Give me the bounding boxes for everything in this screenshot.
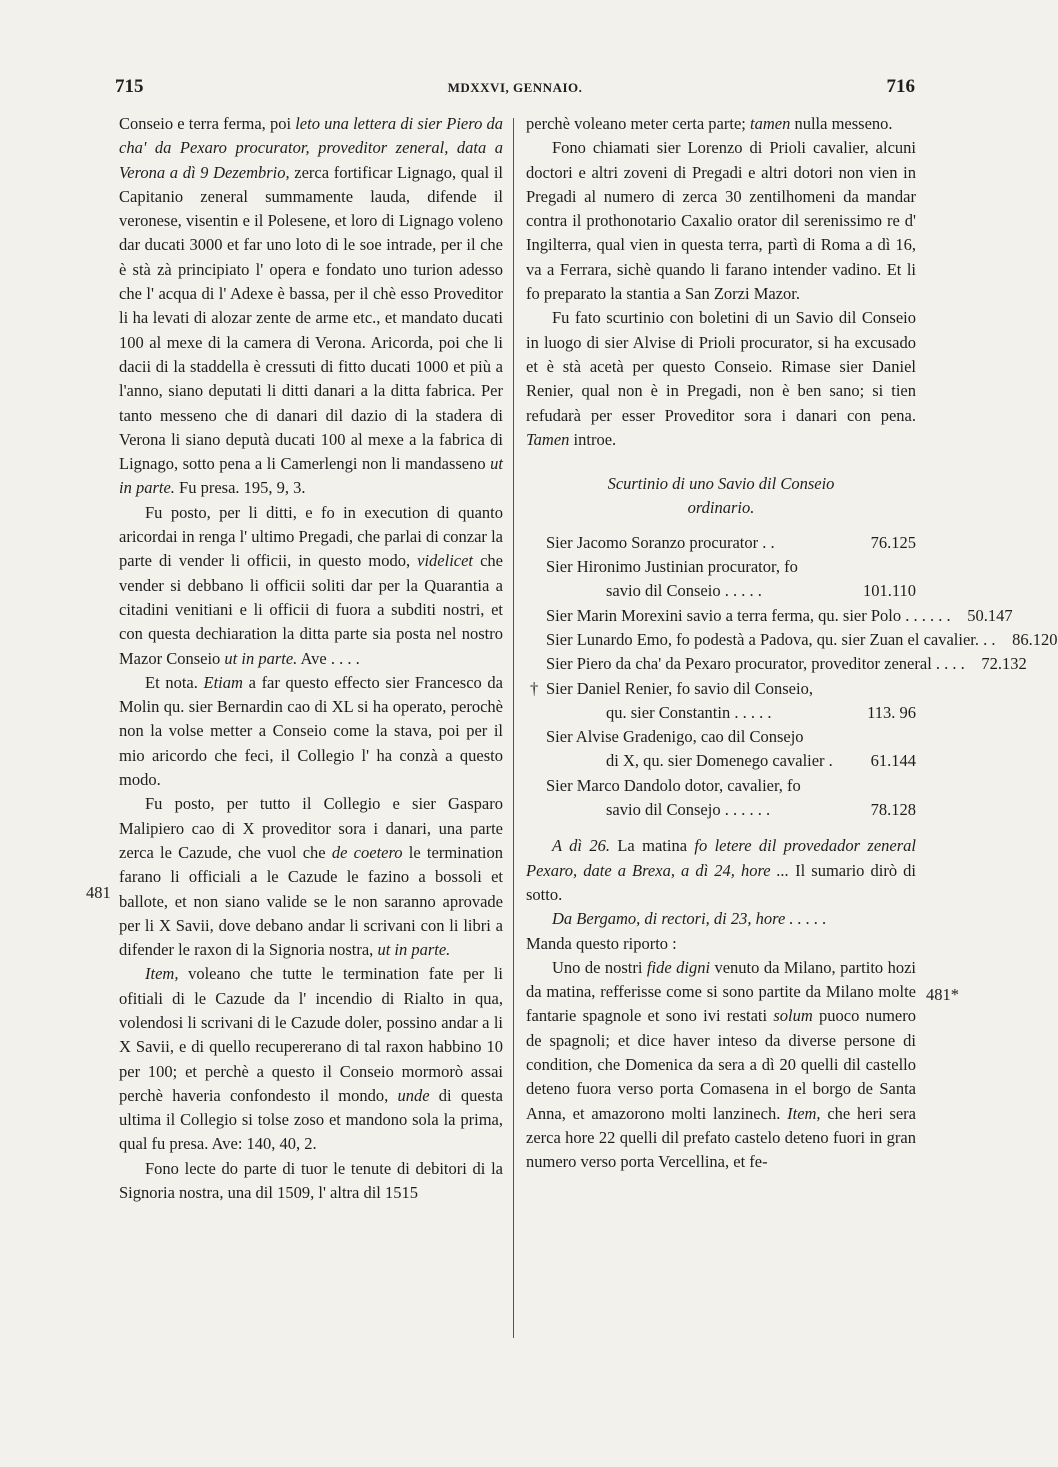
paragraph: Fono chiamati sier Lorenzo di Prioli cavalier, alcuni doctori e altri zoveni di Pregadi e altri dotori non vien in Pregadi al numero di zerca 30 zentilhomeni da mandar contra il prothonotario Caxalio orator dil serenissimo re d' Ingilterra, qual vien in questa terra, partì di Roma a dì 16, va a Ferrara, sichè quando li farano intender vadino. Et li fo preparato la stantia a San Zorzi Mazor.: [526, 138, 916, 304]
candidate-name: Sier Marco Dandolo dotor, cavalier, fo: [546, 775, 801, 795]
paragraph: [119, 792, 503, 962]
vote-row: [526, 604, 1013, 628]
candidate-name: Sier Alvise Gradenigo, cao dil Consejo: [546, 727, 804, 747]
vote-row: [526, 774, 916, 798]
vote-count: 86.120: [1012, 629, 1058, 649]
candidate-name: qu. sier Constantin . . . . .: [606, 702, 772, 722]
vote-list: [526, 531, 1058, 823]
text-run: perchè voleano meter certa parte;: [526, 114, 750, 133]
vote-row: [526, 725, 916, 749]
candidate-name: savio dil Consejo . . . . . .: [606, 800, 771, 820]
italic-run: leto una lettera di sier Piero da cha' da Pexaro procurator, proveditor zeneral, data a Verona a dì 9 Dezembrio,: [119, 114, 503, 182]
text-run: Fu fato scurtinio con boletini di un Savio dil Conseio in luogo di sier Alvise di Prioli procurator, si ha excusado et è stà acetà per questo Conseio. Rimase sier Daniel Renier, qual non è in Pregadi, non è ben sano; si tien refudarà per esser Proveditor sora i danari con pena.: [526, 308, 916, 425]
vote-row: [526, 555, 916, 579]
running-title: MDXXVI, GENNAIO.: [447, 80, 583, 95]
vote-row: [526, 701, 916, 725]
candidate-name: Sier Piero da cha' da Pexaro procurator, proveditor zeneral . . . .: [546, 654, 965, 674]
margin-number-right: 481*: [926, 985, 959, 1004]
paragraph: Da Bergamo, di rectori, di 23, hore . . . . .: [552, 909, 827, 929]
text-run: puoco numero de spagnoli; et dice haver inteso da diverse persone di condition, che Domenica da sera a dì 20 quelli dil castello deteno fuora verso porta Comasena in el borgo de Santa Anna, et amazorono molti lanzinech.: [526, 1006, 916, 1123]
text-run: nulla messeno.: [790, 114, 893, 133]
text-run: zerca fortificar Lignago, qual il Capitanio zeneral summamente lauda, difende il veronese, visentin e il Polesene, et loro di Lignago voleno dar ducati 3000 et far uno loto di le soe intrade, per il che è stà zà principiato l' opera e fondato uno turion adesso che l' acqua di l' Adexe è bassa, per il chè esso Proveditor li ha levati di alozar zente de arme etc., et mandato ducati 100 al mexe di la camera di Verona. Aricorda, poi che li dacii di la staddella è cressuti di fitto ducati 1000 et più a l'anno, siano deputati li ditti danari a la ditta fabrica. Per tanto messeno che di danari dil dazio di la stadera di Verona li siano deputà ducati 100 al mexe a la fabrica di Lignago, sotto pena a li Camerlengi non li mandasseno: [119, 162, 504, 474]
text-run: Fu presa. 195, 9, 3.: [174, 478, 306, 498]
left-column: [119, 112, 503, 1205]
text-run: le termination farano li officiali a le Cazude le fazino a bossoli et ballote, et non siano valide se le non saranno aprovade per li X Savii, dove debano andar li scrivani con li libri a difender le raxon di la Signoria nostra,: [119, 842, 503, 960]
candidate-name: Sier Marin Morexini savio a terra ferma, qu. sier Polo . . . . . .: [546, 605, 951, 625]
candidate-name: Sier Jacomo Soranzo procurator . .: [546, 532, 775, 552]
text-run: di questa ultima il Collegio si tolse zoso et mandono sola la prima, qual fu presa. Ave: 140, 40, 2.: [119, 1085, 503, 1154]
text-run: voleano che tutte le termination fate per li ofitiali di le Cazude da l' incendio di Rialto in qua, volendosi li scrivani di le Cazude doler, possino andar a li X Savii, e di quello recupererano di tal raxon habbino 10 per 100; et perchè a questo il Conseio mormorò assai perchè haveria confondesto il mondo,: [119, 964, 503, 1105]
dagger-mark: †: [530, 678, 539, 698]
left-page-number: 715: [115, 76, 144, 97]
italic-run: unde: [397, 1085, 430, 1105]
heading-line: Scurtinio di uno Savio dil Conseio: [607, 474, 835, 494]
italic-run: tamen: [750, 114, 791, 133]
candidate-name: Sier Hironimo Justinian procurator, fo: [546, 557, 798, 577]
italic-run: ut in parte.: [224, 648, 298, 668]
candidate-name: savio dil Conseio . . . . .: [606, 581, 762, 601]
paragraph: [119, 962, 503, 1156]
paragraph: [526, 112, 916, 136]
vote-row: [526, 579, 916, 603]
vote-count: 50.147: [967, 605, 1013, 625]
vote-row: [526, 749, 916, 773]
paragraph: [119, 671, 503, 792]
candidate-name: di X, qu. sier Domenego cavalier .: [606, 751, 833, 771]
italic-run: videlicet: [417, 551, 474, 571]
vote-row: [526, 677, 916, 701]
italic-run: solum: [773, 1006, 813, 1026]
margin-number-left: 481: [86, 883, 111, 902]
text-run: introe.: [569, 429, 617, 449]
text-run: venuto da Milano, partito hozi da matina, refferisse come si sono partite da Milano molte fantarie spagnole et sono ivi restati: [526, 957, 917, 1026]
text-run: Fu posto, per tutto il Collegio e sier Gasparo Malipiero cao di X proveditor sora i danari, una parte zerca le Cazude, che vuol che: [119, 794, 503, 862]
candidate-name: Sier Daniel Renier, fo savio dil Conseio,: [546, 678, 813, 698]
vote-count: 113. 96: [867, 702, 916, 722]
paragraph: Fono lecte do parte di tuor le tenute di debitori di la Signoria nostra, una dil 1509, l' altra dil 1515: [119, 1158, 503, 1203]
vote-row: [526, 798, 916, 822]
vote-row: [526, 628, 1058, 652]
italic-run: Tamen: [526, 429, 570, 449]
italic-run: ut in parte.: [377, 940, 451, 960]
italic-run: fo letere dil provedador zeneral Pexaro, date a Brexa, a dì 24, hore ...: [526, 836, 916, 880]
vote-row: [526, 531, 916, 555]
italic-run: fide digni: [646, 957, 711, 977]
italic-run: Etiam: [203, 672, 243, 692]
candidate-name: Sier Lunardo Emo, fo podestà a Padova, qu. sier Zuan el cavalier. . .: [546, 629, 996, 649]
paragraph: [526, 956, 916, 1175]
text-run: Conseio e terra ferma, poi: [119, 114, 296, 133]
text-run: a far questo effecto sier Francesco da Molin qu. sier Bernardin cao di XL si ha operato, perochè non la volse metter a Conseio come la stava, poi per il mio aricordo che feci, il Collegio l' ha conzà a questo modo.: [119, 672, 504, 790]
italic-run: ut in parte.: [119, 454, 503, 498]
vote-count: 78.128: [870, 800, 916, 820]
vote-count: 101.110: [862, 581, 916, 601]
column-divider: [513, 118, 514, 1338]
paragraph: [526, 306, 916, 452]
heading-line: ordinario.: [687, 498, 755, 518]
text-run: La matina: [609, 836, 695, 856]
text-run: Et nota.: [145, 672, 204, 692]
italic-run: Item,: [787, 1103, 821, 1123]
italic-run: Item,: [145, 964, 179, 984]
vote-count: 72.132: [981, 654, 1027, 674]
vote-count: 61.144: [870, 751, 916, 771]
paragraph: Manda questo riporto :: [526, 933, 677, 953]
text-run: che vender si debbano li officii soliti dar per la Quarantia a citadini venitiani e li officii di fuora a subditi nostri, et con questa dechiaration la ditta parte sia posta nel nostro Mazor Conseio: [119, 551, 503, 668]
vote-row: [526, 652, 1027, 676]
page-header: [115, 76, 915, 106]
paragraph: [119, 112, 503, 501]
text-run: Ave . . . .: [297, 648, 360, 668]
text-run: Uno de nostri: [552, 957, 647, 977]
paragraph: [526, 834, 916, 907]
text-run: Il sumario dirò di sotto.: [526, 860, 916, 904]
paragraph: [119, 501, 503, 671]
text-run: Fu posto, per li ditti, e fo in execution di quanto aricordai in renga l' ultimo Pregadi, che parlai di conzar la parte di vender li officii, in questo modo,: [119, 502, 503, 571]
italic-run: A dì 26.: [552, 836, 610, 856]
italic-run: de coetero: [331, 842, 403, 862]
right-page-number: 716: [886, 76, 915, 97]
text-run: che heri sera zerca hore 22 quelli dil prefato castelo deteno fuori in gran numero verso porta Vercellina, et fe-: [526, 1103, 916, 1172]
vote-count: 76.125: [870, 532, 916, 552]
section-heading: [526, 472, 916, 521]
